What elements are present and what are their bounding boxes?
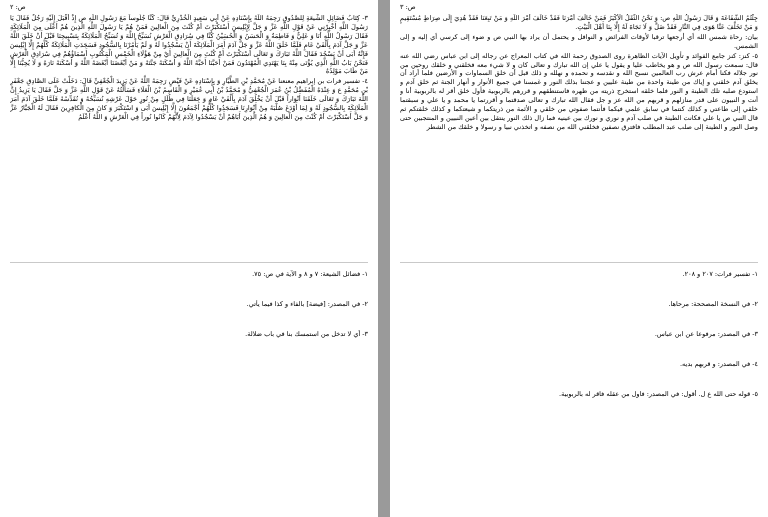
paragraph: بيان: رحاة شمس الله أي أرجعها ترقبا لأوقات الفرائض و النوافل و يحتمل أن يراد بها النبي ص و ضوء إلى كرسي أي إليه و إلى الشمس. [400,32,758,50]
footnote: ٣- أي لا تدخل من استمسك بنا في باب ضلالة. [245,330,368,338]
footnotes [400,270,758,420]
page-number: ص: ٢ [10,3,26,11]
document-page-left [0,0,378,517]
page-body [400,14,758,232]
paragraph: جِئْتُمُ الشَّفَاعَةَ وَ قَالَ رَسُولُ اللَّهِ ص: وَ نَحْنُ الثَّقَلُ الْأَكْبَرُ فَمَنْ خَالَفَ أَمْرَنَا فَقَدْ خَالَفَ أَمْرَ اللَّهِ وَ مَنْ تَبِعَنَا فَقَدْ هُدِيَ إِلَى صِرَاطٍ مُسْتَقِيمٍ وَ مَنْ تَخَلَّفَ عَنَّا هَوَى فِي النَّارِ فَقَدْ ضَلَّ وَ لَا نَجَاةَ لَهُ إِلَّا بِنَا أَهْلَ الْبَيْتِ. [400,14,758,31]
page-body [10,14,368,232]
footnote: ٥- قوله حتى الله ع ل. أقول: في المصدر: فاول من عقله فاقر له بالربوبية. [559,390,758,398]
footnote-divider [400,262,758,263]
paragraph: ٥- كنز: كنز جامع الفوائد و تأويل الآيات الظاهرة روى الصدوق رحمة الله في كتاب المعراج عن رجاله إلى ابن عباس رضي الله عنه قال: سمعت رسول الله ص و هو يخاطب عليا و يقول يا علي إن الله تبارك و تعالى كان و لا شيء معه فخلقني و خلقك روحين من نور جلاله فكنا أمام عرش رب العالمين نسبح الله و نقدسه و نحمده و نهلله و ذلك قبل أن خلق السماوات و الأرضين فلما أراد أن يخلق آدم خلقني و إياك من طينة واحدة من طينة عليين و عجننا بذلك النور و غمسنا في جميع الأنوار و أنهار الجنة ثم خلق آدم و استودع صلبه تلك الطينة و النور فلما خلقه استخرج ذريته من ظهره فاستنطقهم و قررهم بالربوبية فأول خلق أقر له بالربوبية أنا و أنت و النبيون على قدر منازلهم و قربهم من الله عز و جل فقال الله تبارك و تعالى صدقتما و أقررتما يا محمد و يا علي و سبقتما خلقي إلى طاعتي و كذلك كنتما في سابق علمي فيكما فأنتما صفوتي من خلقي و الأئمة من ذريتكما و شيعتكما و كذلك خلقتكم ثم قال النبي ص يا علي فكانت الطينة في صلب آدم و نوري و نورك بين عينيه فما زال ذلك النور ينتقل بين أعين النبيين و المنتجبين حتى وصل النور و الطينة إلى صلب عبد المطلب فافترق نصفين فخلقني الله من نصفه و اتخذني نبيا و رسولا و خلقك من الشطر [400,51,758,131]
footnote: ١- فضائل الشيعة: ٧ و ٨ و الآية في ص: ٧٥. [252,270,368,278]
paragraph: ٣- كِتَابُ فَضَائِلِ الشِّيعَةِ لِلصَّدُوقِ رَحِمَهُ اللَّهُ بِإِسْنَادِهِ عَنْ أَبِي سَعِيدٍ الْخُدْرِيِّ قَالَ: كُنَّا جُلُوساً مَعَ رَسُولِ اللَّهِ ص إِذْ أَقْبَلَ إِلَيْهِ رَجُلٌ فَقَالَ يَا رَسُولَ اللَّهِ أَخْبِرْنِي عَنْ قَوْلِ اللَّهِ عَزَّ وَ جَلَّ لِإِبْلِيسَ أَسْتَكْبَرْتَ أَمْ كُنْتَ مِنَ الْعالِينَ فَمَنْ هُمْ يَا رَسُولَ اللَّهِ الَّذِينَ هُمْ أَعْلَى مِنَ الْمَلَائِكَةِ فَقَالَ رَسُولُ اللَّهِ أَنَا وَ عَلِيٌّ وَ فَاطِمَةُ وَ الْحَسَنُ وَ الْحُسَيْنُ كُنَّا فِي سُرَادِقِ الْعَرْشِ نُسَبِّحُ اللَّهَ وَ تُسَبِّحُ الْمَلَائِكَةُ بِتَسْبِيحِنَا قَبْلَ أَنْ خَلَقَ اللَّهُ عَزَّ وَ جَلَّ آدَمَ بِأَلْفَيْ عَامٍ فَلَمَّا خَلَقَ اللَّهُ عَزَّ وَ جَلَّ آدَمَ أَمَرَ الْمَلَائِكَةَ أَنْ يَسْجُدُوا لَهُ وَ لَمْ يَأْمُرْنَا بِالسُّجُودِ فَسَجَدَتِ الْمَلَائِكَةُ كُلُّهُمْ إِلَّا إِبْلِيسَ فَإِنَّهُ أَبَى أَنْ يَسْجُدَ فَقَالَ اللَّهُ تَبَارَكَ وَ تَعَالَى أَسْتَكْبَرْتَ أَمْ كُنْتَ مِنَ الْعالِينَ أَيْ مِنْ هَؤُلَاءِ الْخَمْسِ الْمَكْتُوبِ أَسْمَاؤُهُمْ فِي سُرَادِقِ الْعَرْشِ فَنَحْنُ بَابُ اللَّهِ الَّذِي يُؤْتَى مِنْهُ بِنَا يَهْتَدِي الْمُهْتَدُونَ فَمَنْ أَحَبَّنَا أَحَبَّهُ اللَّهُ وَ أَسْكَنَهُ جَنَّتَهُ وَ مَنْ أَبْغَضَنَا أَبْغَضَهُ اللَّهُ وَ أَسْكَنَهُ نَارَهُ وَ لَا يُحِبُّنَا إِلَّا مَنْ طَابَ مَوْلِدُهُ [10,14,368,76]
footnotes [10,270,368,360]
footnote: ١- تفسير فرات: ٢٠٧ و ٢٠٨. [682,270,758,278]
footnote: ٢- في النسخة المصححة: مرحاها. [668,300,758,308]
footnote: ٤- في المصدر: و قربهم بديه. [679,360,758,368]
footnote: ٣- في المصدر: مرفوعا عن ابن عباس. [654,330,758,338]
paragraph: ٤- تفسير فرات بن إبراهيم معنعنا عَنْ مُحَمَّدِ بْنِ الطَّيَّارِ وَ بِإِسْنَادِهِ عَنْ فَيْضٍ رَحِمَهُ اللَّهُ عَنْ يَزِيدَ الْجُعْفِيِّ قَالَ: دَخَلْتُ عَلَى الصَّادِقِ جَعْفَرِ بْنِ مُحَمَّدٍ ع وَ عِنْدَهُ الْمُفَضَّلُ بْنُ عُمَرَ الْجُعْفِيُّ وَ مُحَمَّدُ بْنُ أَبِي عُمَيْرٍ وَ الْقَاسِمُ بْنُ الْعَلَاءِ فَسَأَلْتُهُ عَنْ قَوْلِ اللَّهِ عَزَّ وَ جَلَّ فَقَالَ يَا يَزِيدُ إِنَّ اللَّهَ تَبَارَكَ وَ تَعَالَى خَلَقَنَا أَنْوَاراً قَبْلَ أَنْ يَخْلُقَ آدَمَ بِأَلْفَيْ عَامٍ وَ جَعَلَنَا فِي ظُلَلٍ مِنْ نُورٍ حَوْلَ عَرْشِهِ نُسَبِّحُهُ وَ نُقَدِّسُهُ فَلَمَّا خَلَقَ آدَمَ أَمَرَ الْمَلَائِكَةَ بِالسُّجُودِ لَهُ وَ لِمَا أَوْدَعَ صُلْبَهُ مِنْ أَنْوَارِنَا فَسَجَدُوا كُلُّهُمْ أَجْمَعُونَ إِلَّا إِبْلِيسَ أَبَى وَ اسْتَكْبَرَ وَ كانَ مِنَ الْكافِرِينَ فَقَالَ لَهُ الْجَبَّارُ عَزَّ وَ جَلَّ أَسْتَكْبَرْتَ أَمْ كُنْتَ مِنَ الْعالِينَ وَ هُمُ الَّذِينَ أَبَاهُمْ أَنْ يَسْجُدُوا لِآدَمَ لِأَنَّهُمْ كَانُوا نُوراً فِي الْعَرْشِ وَ اللَّهُ أَعْلَمُ [10,77,368,121]
document-page-right [390,0,768,517]
footnote-divider [10,262,368,263]
footnote: ٢- في المصدر: [فيضة] بالفاء و كذا فيما يأتي. [246,300,368,308]
page-number: ص: ٣ [400,3,416,11]
